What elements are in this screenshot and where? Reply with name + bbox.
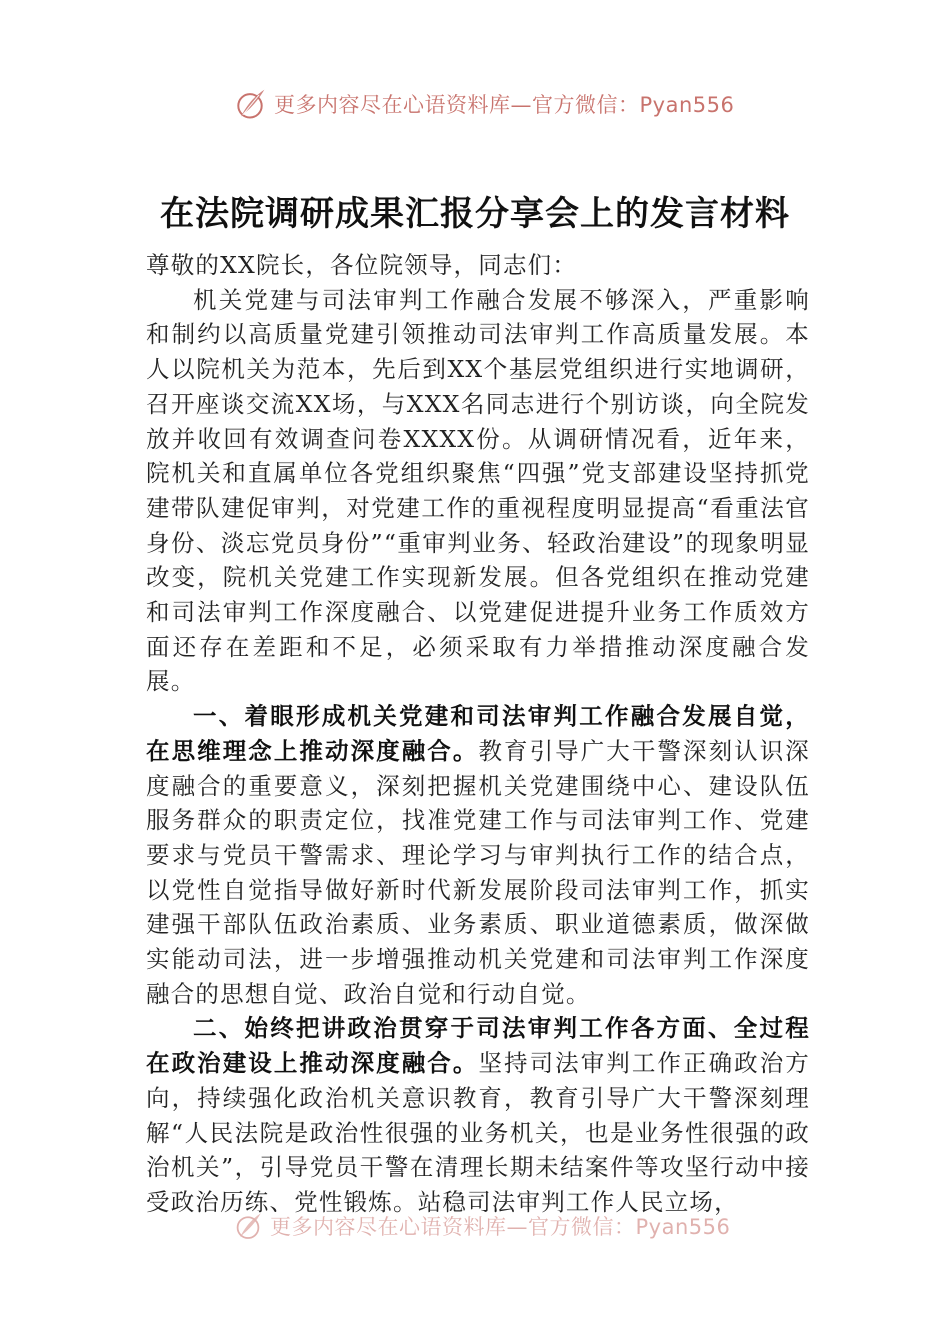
header-watermark <box>232 84 734 124</box>
section-1-heading: 一、着眼形成机关党建和司法审判工作融合发展自觉，在思维理念上推动深度融合。 <box>146 702 810 765</box>
section-1-body: 教育引导广大干警深刻认识深度融合的重要意义，深刻把握机关党建围绕中心、建设队伍服务群众的职责定位，找准党建工作与司法审判工作、党建要求与党员干警需求、理论学习与审判执行工作的结合点，以党性自觉指导做好新时代新发展阶段司法审判工作，抓实建强干部队伍政治素质、业务素质、职业道德素质，做深做实能动司法，进一步增强推动机关党建和司法审判工作深度融合的思想自觉、政治自觉和行动自觉。 <box>146 736 810 1008</box>
feather-quill-logo-icon <box>232 1210 264 1242</box>
intro-paragraph: 机关党建与司法审判工作融合发展不够深入，严重影响和制约以高质量党建引领推动司法审判工作高质量发展。本人以院机关为范本，先后到XX个基层党组织进行实地调研，召开座谈交流XX场，与XXX名同志进行个别访谈，向全院发放并收回有效调查问卷XXXX份。从调研情况看，近年来，院机关和直属单位各党组织聚焦“四强”党支部建设坚持抓党建带队建促审判，对党建工作的重视程度明显提高“看重法官身份、淡忘党员身份”“重审判业务、轻政治建设”的现象明显改变，院机关党建工作实现新发展。但各党组织在推动党建和司法审判工作深度融合、以党建促进提升业务工作质效方面还存在差距和不足，必须采取有力举措推动深度融合发展。 <box>146 285 810 696</box>
document-title: 在法院调研成果汇报分享会上的发言材料 <box>160 194 790 234</box>
section-2-body: 坚持司法审判工作正确政治方向，持续强化政治机关意识教育，教育引导广大干警深刻理解“人民法院是政治性很强的业务机关，也是业务性很强的政治机关”，引导党员干警在清理长期未结案件等攻坚行动中接受政治历练、党性锻炼。站稳司法审判工作人民立场， <box>146 1049 810 1216</box>
document-body <box>146 248 810 1220</box>
salutation: 尊敬的XX院长，各位院领导，同志们： <box>146 251 578 279</box>
feather-quill-logo-icon <box>232 86 268 122</box>
footer-watermark <box>232 1208 730 1244</box>
footer-watermark-text: 更多内容尽在心语资料库—官方微信：Pyan556 <box>270 1215 731 1239</box>
section-2-heading: 二、始终把讲政治贯穿于司法审判工作各方面、全过程在政治建设上推动深度融合。 <box>146 1014 810 1078</box>
section-1-paragraph <box>146 699 810 1011</box>
header-watermark-text: 更多内容尽在心语资料库—官方微信：Pyan556 <box>274 93 735 117</box>
section-2-paragraph <box>146 1011 810 1219</box>
